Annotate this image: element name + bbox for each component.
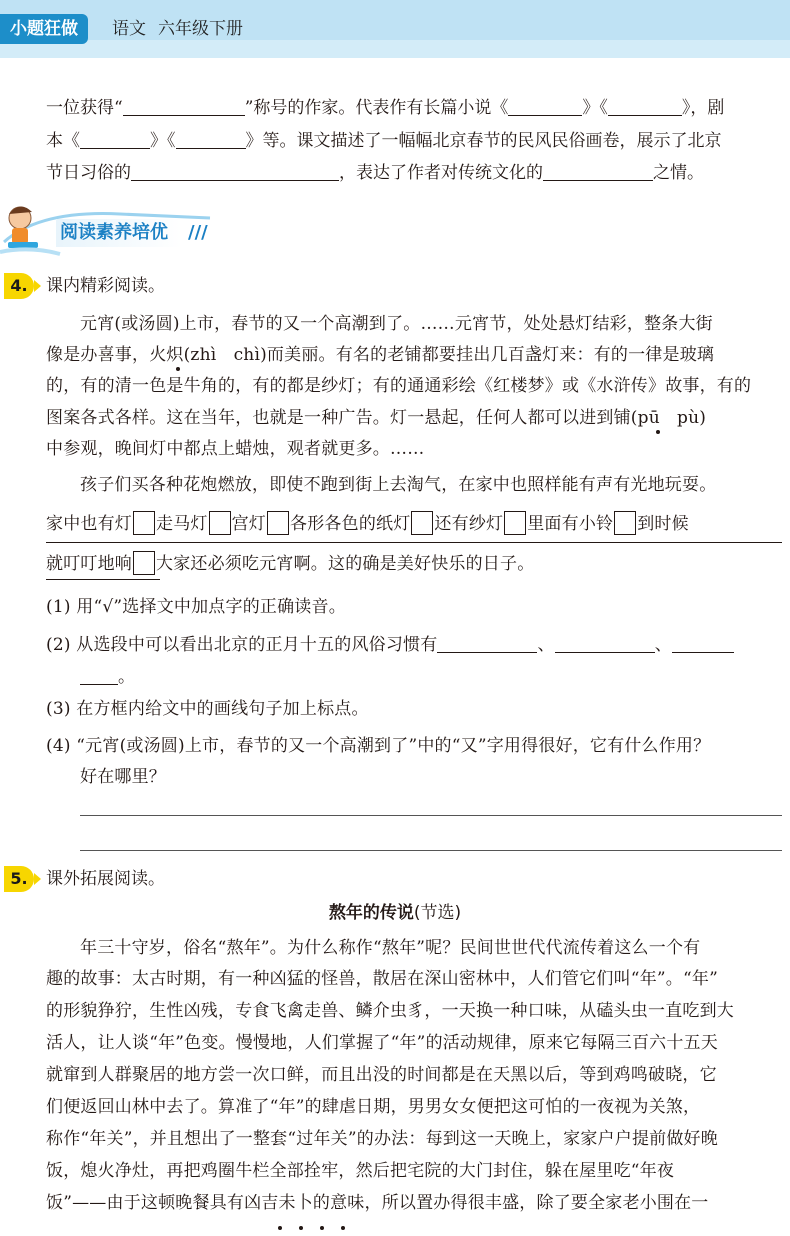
passage-line: 的，有的清一色是牛角的，有的都是纱灯；有的通通彩绘《红楼梦》或《水浒传》故事，有的 — [46, 376, 752, 396]
passage-text: 宫灯 — [231, 514, 267, 534]
fill-blank[interactable] — [608, 96, 682, 116]
subject-label: 语文 — [112, 19, 146, 39]
passage-text: 大家还必须吃元宵啊。这的确是美好快乐的日子。 — [156, 554, 535, 574]
page-header — [0, 0, 790, 58]
question-number: 5. — [4, 866, 34, 892]
passage-text: 各形各色的纸灯 — [290, 514, 411, 534]
separator: 、 — [654, 635, 672, 655]
article-line: 饭”——由于这顿晚餐具有凶吉未卜的意味，所以置办得很丰盛，除了要全家老小围在一 — [46, 1193, 709, 1213]
intro-text: 之情。 — [653, 163, 704, 183]
period-text: 。 — [118, 667, 136, 687]
intro-text: 一位获得“ — [46, 98, 123, 118]
passage-text: 就叮叮地响 — [46, 554, 132, 574]
sentence-underline — [46, 579, 160, 580]
question-arrow-icon — [34, 280, 41, 292]
emphasis-dot — [278, 1226, 282, 1230]
fill-blank[interactable] — [437, 633, 537, 653]
article-title-note: (节选) — [413, 903, 462, 923]
punctuation-box[interactable] — [133, 551, 155, 575]
article-line: 活人，让人谈“年”色变。慢慢地，人们掌握了“年”的活动规律，原来它每隔三百六十五天 — [46, 1033, 718, 1053]
sub-question-4: (4) “元宵(或汤圆)上市，春节的又一个高潮到了”中的“又”字用得很好，它有什么作用？ — [46, 736, 711, 756]
intro-text: 》《 — [150, 131, 176, 151]
intro-line-1 — [46, 93, 724, 123]
emphasis-dot — [320, 1226, 324, 1230]
intro-text: ，表达了作者对传统文化的 — [339, 163, 543, 183]
punctuation-box[interactable] — [267, 511, 289, 535]
article-line: 的形貌狰狞，生性凶残，专食飞禽走兽、鳞介虫豸，一天换一种口味，从磕头虫一直吃到大 — [46, 1001, 734, 1021]
passage-line: 中参观，晚间灯中都点上蜡烛，观者就更多。…… — [46, 439, 425, 459]
sentence-underline — [46, 542, 782, 543]
intro-text: ”称号的作家。代表作有长篇小说《 — [244, 98, 509, 118]
article-line: 们便返回山林中去了。算准了“年”的肆虐日期，男男女女便把这可怕的一夜视为关煞， — [46, 1097, 701, 1117]
fill-blank[interactable] — [80, 129, 150, 149]
punctuation-box[interactable] — [411, 511, 433, 535]
passage-line: 图案各式各样。这在当年，也就是一种广告。灯一悬起，任何人都可以进到铺(pū pù) — [46, 408, 707, 428]
passage-line: 孩子们买各种花炮燃放，即使不跑到街上去淘气，在家中也照样能有声有光地玩耍。 — [80, 475, 717, 495]
sub-question-text: (2) 从选段中可以看出北京的正月十五的风俗习惯有 — [46, 635, 438, 655]
sub-question-1: (1) 用“√”选择文中加点字的正确读音。 — [46, 597, 346, 617]
emphasis-dot — [656, 430, 660, 434]
separator: 、 — [537, 635, 555, 655]
fill-blank[interactable] — [176, 129, 246, 149]
intro-text: 本《 — [46, 131, 80, 151]
answer-line[interactable] — [80, 815, 782, 816]
intro-line-2 — [46, 126, 722, 156]
article-line: 饭，熄火净灶，再把鸡圈牛栏全部拴牢，然后把宅院的大门封住，躲在屋里吃“年夜 — [46, 1161, 675, 1181]
article-line: 年三十守岁，俗名“熬年”。为什么称作“熬年”呢？民间世世代代流传着这么一个有 — [80, 938, 701, 958]
intro-text: 节日习俗的 — [46, 163, 131, 183]
intro-line-3 — [46, 158, 704, 188]
passage-text: 还有纱灯 — [434, 514, 504, 534]
emphasis-dot — [299, 1226, 303, 1230]
article-title — [0, 900, 790, 926]
intro-text: 》，剧 — [681, 98, 725, 118]
emphasis-dot — [341, 1226, 345, 1230]
punctuation-box[interactable] — [133, 511, 155, 535]
brand-label: 小题狂做 — [0, 14, 88, 44]
fill-blank[interactable] — [80, 665, 118, 685]
question-title: 课外拓展阅读。 — [46, 869, 165, 889]
fill-blank[interactable] — [672, 633, 734, 653]
punctuation-box[interactable] — [504, 511, 526, 535]
article-title-text: 熬年的传说 — [328, 903, 414, 923]
sub-question-2-cont — [80, 662, 135, 692]
article-line: 趣的故事：太古时期，有一种凶猛的怪兽，散居在深山密林中，人们管它们叫“年”。“年” — [46, 969, 718, 989]
section-title: 阅读素养培优 — [56, 219, 182, 247]
boxed-line-1 — [46, 509, 689, 539]
passage-line: 像是办喜事，火炽(zhì chì)而美丽。有名的老铺都要挂出几百盏灯来：有的一律是玻璃 — [46, 345, 715, 365]
passage-text: 里面有小铃 — [527, 514, 614, 534]
punctuation-box[interactable] — [209, 511, 231, 535]
sub-question-4-cont: 好在哪里？ — [80, 767, 166, 787]
article-line: 称作“年关”，并且想出了一整套“过年关”的办法：每到这一天晚上，家家户户提前做好晚 — [46, 1129, 718, 1149]
fill-blank[interactable] — [123, 96, 245, 116]
question-arrow-icon — [34, 873, 41, 885]
article-line: 就窜到人群聚居的地方尝一次口鲜，而且出没的时间都是在天黑以后，等到鸡鸣破晓，它 — [46, 1065, 717, 1085]
passage-line: 元宵(或汤圆)上市，春节的又一个高潮到了。……元宵节，处处悬灯结彩，整条大街 — [80, 314, 713, 334]
punctuation-box[interactable] — [614, 511, 636, 535]
answer-line[interactable] — [80, 850, 782, 851]
question-number: 4. — [4, 273, 34, 299]
boxed-line-2 — [46, 549, 534, 579]
fill-blank[interactable] — [555, 633, 655, 653]
passage-text: 到时候 — [637, 514, 689, 534]
sub-question-3: (3) 在方框内给文中的画线句子加上标点。 — [46, 699, 369, 719]
grade-label: 六年级下册 — [158, 19, 243, 39]
fill-blank[interactable] — [543, 161, 653, 181]
intro-text: 》《 — [582, 98, 608, 118]
fill-blank[interactable] — [508, 96, 582, 116]
passage-text: 家中也有灯 — [46, 514, 132, 534]
sub-question-2 — [46, 630, 734, 660]
question-title: 课内精彩阅读。 — [46, 276, 165, 296]
intro-text: 》等。课文描述了一幅幅北京春节的民风民俗画卷，展示了北京 — [245, 131, 722, 151]
passage-text: 走马灯 — [156, 514, 208, 534]
fill-blank[interactable] — [131, 161, 339, 181]
section-slashes: /// — [188, 222, 208, 243]
